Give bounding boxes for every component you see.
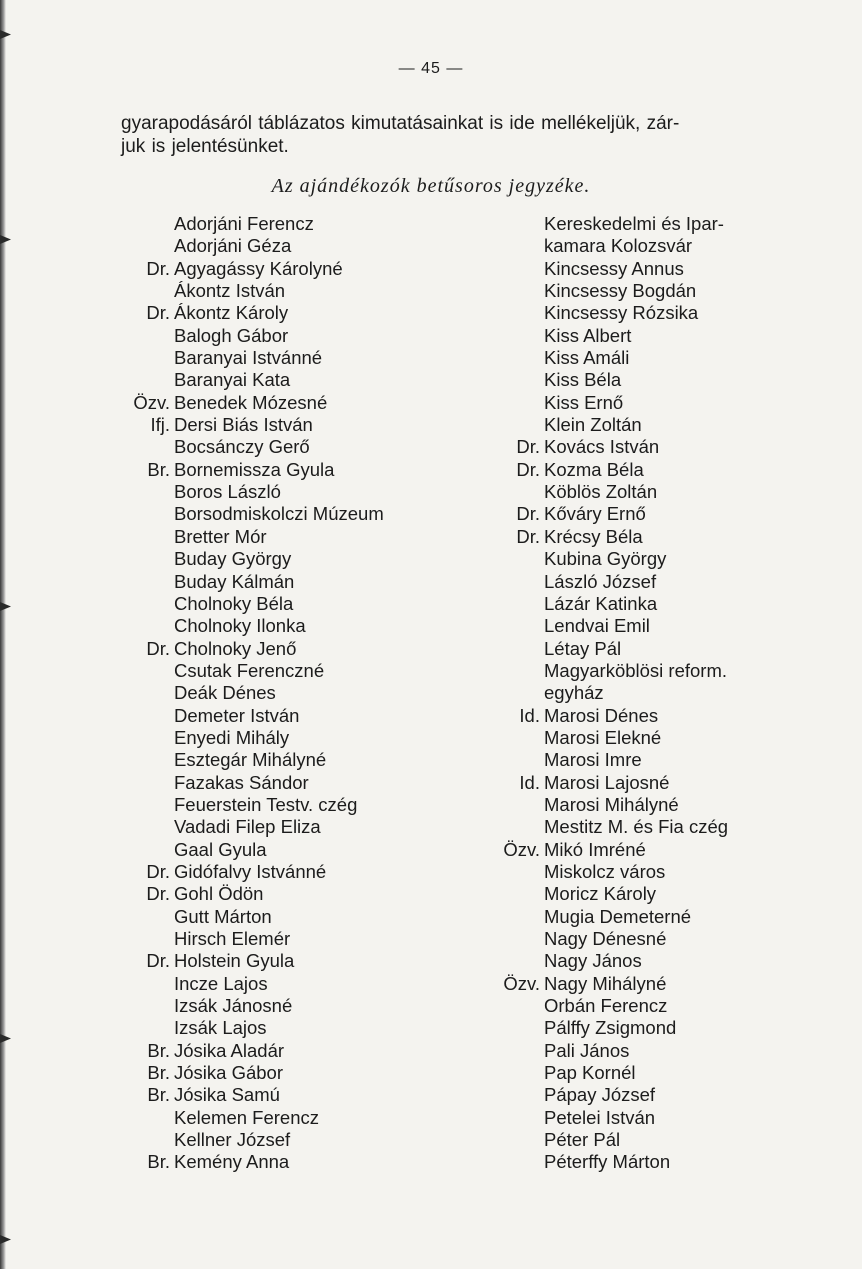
donor-name: Gutt Márton xyxy=(174,905,272,927)
donor-title-prefix xyxy=(100,593,174,615)
donor-title-prefix xyxy=(100,325,174,347)
donor-name: Cholnoky Jenő xyxy=(174,637,297,659)
donor-name: Klein Zoltán xyxy=(544,414,642,436)
donor-title-prefix: Dr. xyxy=(146,883,170,905)
intro-line-1: gyarapodásáról táblázatos kimutatásainkat is ide mellékeljük, zár- xyxy=(121,113,680,134)
donor-title-prefix xyxy=(100,503,174,525)
donor-entry xyxy=(470,638,728,660)
donor-title-prefix xyxy=(470,615,544,637)
donor-title-prefix: Özv. xyxy=(133,391,170,413)
donor-name: Marosi Elekné xyxy=(544,726,662,748)
donor-title-prefix xyxy=(100,213,174,235)
donor-name: Kozma Béla xyxy=(544,458,644,480)
donor-name: Benedek Mózesné xyxy=(174,391,328,413)
donor-name: Jósika Aladár xyxy=(174,1039,285,1061)
donor-name: Magyarköblösi reform. xyxy=(544,659,728,681)
donor-list-right xyxy=(470,213,728,1174)
donor-name: Lázár Katinka xyxy=(544,592,658,614)
donor-title-prefix: Br. xyxy=(147,1084,170,1106)
donor-name: Ákontz Károly xyxy=(174,302,289,324)
donor-title-prefix: Dr. xyxy=(516,436,540,458)
donor-entry xyxy=(100,1107,384,1129)
donor-entry xyxy=(470,772,728,794)
donor-entry xyxy=(470,1017,728,1039)
donor-entry xyxy=(470,258,728,280)
donor-entry xyxy=(100,1017,384,1039)
donor-name: Pali János xyxy=(544,1039,630,1061)
donor-title-prefix: Dr. xyxy=(146,302,170,324)
donor-name: Buday Kálmán xyxy=(174,570,295,592)
donor-title-prefix xyxy=(100,1017,174,1039)
donor-title-prefix xyxy=(100,995,174,1017)
donor-entry xyxy=(470,950,728,972)
donor-entry xyxy=(470,593,728,615)
donor-entry xyxy=(470,995,728,1017)
donor-entry xyxy=(100,481,384,503)
donor-name: Kiss Béla xyxy=(544,369,622,391)
donor-name: Esztegár Mihályné xyxy=(174,749,327,771)
donor-title-prefix xyxy=(470,392,544,414)
donor-entry xyxy=(100,883,384,905)
donor-name: Pálffy Zsigmond xyxy=(544,1017,677,1039)
donor-name: Létay Pál xyxy=(544,637,622,659)
donor-name: Izsák Jánosné xyxy=(174,995,293,1017)
donor-entry xyxy=(470,548,728,570)
donor-entry xyxy=(470,615,728,637)
donor-entry xyxy=(470,1107,728,1129)
donor-name: Cholnoky Béla xyxy=(174,592,294,614)
donor-entry xyxy=(100,615,384,637)
donor-name: egyház xyxy=(544,682,604,704)
donor-entry xyxy=(100,1084,384,1106)
donor-title-prefix xyxy=(470,593,544,615)
donor-title-prefix: Br. xyxy=(147,458,170,480)
donor-name: Kemény Anna xyxy=(174,1151,290,1173)
donor-entry xyxy=(470,839,728,861)
donor-title-prefix xyxy=(470,481,544,503)
donor-name: Marosi Lajosné xyxy=(544,771,670,793)
donor-name: Demeter István xyxy=(174,704,300,726)
donor-entry xyxy=(100,593,384,615)
donor-entry xyxy=(470,816,728,838)
donor-name: Mikó Imréné xyxy=(544,838,646,860)
donor-title-prefix xyxy=(100,235,174,257)
donor-name: Hirsch Elemér xyxy=(174,928,291,949)
donor-title-prefix: Dr. xyxy=(146,860,170,882)
donor-entry xyxy=(470,928,728,950)
donor-entry xyxy=(100,369,384,391)
donor-name: Ákontz István xyxy=(174,280,286,302)
donor-title-prefix xyxy=(100,1129,174,1151)
donor-name: Bocsánczy Gerő xyxy=(174,436,310,458)
donor-entry xyxy=(470,414,728,436)
donor-entry xyxy=(100,682,384,704)
donor-name: Pápay József xyxy=(544,1084,656,1106)
donor-title-prefix xyxy=(470,213,544,235)
donor-entry xyxy=(100,638,384,660)
donor-name: Krécsy Béla xyxy=(544,525,643,547)
donor-name: Bornemissza Gyula xyxy=(174,458,335,480)
donor-list-left xyxy=(100,213,384,1174)
donor-entry xyxy=(100,392,384,414)
donor-name: László József xyxy=(544,570,657,592)
donor-title-prefix xyxy=(100,1107,174,1129)
donor-title-prefix: Br. xyxy=(147,1151,170,1173)
donor-name: Baranyai Istvánné xyxy=(174,347,323,369)
donor-name: Mestitz M. és Fia czég xyxy=(544,816,729,838)
donor-entry xyxy=(470,436,728,458)
donor-title-prefix xyxy=(100,369,174,391)
donor-entry xyxy=(470,481,728,503)
donor-title-prefix xyxy=(100,906,174,928)
donor-entry xyxy=(100,794,384,816)
donor-name: Moricz Károly xyxy=(544,883,657,905)
donor-title-prefix xyxy=(100,928,174,950)
donor-name: Kereskedelmi és Ipar- xyxy=(544,213,724,234)
donor-title-prefix xyxy=(470,660,544,682)
donor-title-prefix: Dr. xyxy=(516,503,540,525)
donor-entry xyxy=(100,705,384,727)
donor-entry xyxy=(100,526,384,548)
list-title: Az ajándékozók betűsoros jegyzéke. xyxy=(271,175,591,197)
donor-name: Kubina György xyxy=(544,548,667,570)
donor-title-prefix xyxy=(100,548,174,570)
donor-entry xyxy=(100,414,384,436)
donor-entry xyxy=(470,861,728,883)
donor-name: Vadadi Filep Eliza xyxy=(174,816,321,838)
donor-title-prefix xyxy=(470,347,544,369)
donor-entry xyxy=(100,816,384,838)
donor-name: Nagy János xyxy=(544,950,642,972)
donor-name: Kincsessy Rózsika xyxy=(544,302,699,324)
donor-name: Kincsessy Annus xyxy=(544,257,684,279)
donor-title-prefix xyxy=(100,526,174,548)
donor-entry xyxy=(470,235,728,257)
donor-title-prefix xyxy=(470,749,544,771)
donor-entry xyxy=(100,503,384,525)
donor-name: Gaal Gyula xyxy=(174,838,267,860)
donor-entry xyxy=(470,1151,728,1173)
donor-name: Bretter Mór xyxy=(174,525,267,547)
donor-name: Balogh Gábor xyxy=(174,324,289,346)
donor-entry xyxy=(100,973,384,995)
donor-entry xyxy=(470,973,728,995)
donor-name: Lendvai Emil xyxy=(544,615,650,637)
donor-name: Jósika Gábor xyxy=(174,1062,283,1084)
donor-title-prefix xyxy=(470,235,544,257)
donor-entry xyxy=(470,1040,728,1062)
donor-name: Holstein Gyula xyxy=(174,950,295,972)
donor-title-prefix xyxy=(100,347,174,369)
donor-entry xyxy=(470,749,728,771)
donor-name: Gidófalvy Istvánné xyxy=(174,860,327,882)
donor-title-prefix xyxy=(100,727,174,749)
donor-title-prefix: Dr. xyxy=(146,257,170,279)
donor-entry xyxy=(470,1129,728,1151)
donor-title-prefix xyxy=(100,481,174,503)
donor-name: Marosi Imre xyxy=(544,749,642,771)
donor-title-prefix xyxy=(470,682,544,704)
donor-name: Orbán Ferencz xyxy=(544,995,668,1017)
donor-title-prefix xyxy=(470,638,544,660)
donor-title-prefix xyxy=(100,749,174,771)
donor-entry xyxy=(470,1084,728,1106)
donor-name: Buday György xyxy=(174,548,292,570)
donor-name: Péter Pál xyxy=(544,1129,621,1151)
donor-entry xyxy=(100,280,384,302)
donor-title-prefix: Dr. xyxy=(146,950,170,972)
donor-title-prefix xyxy=(100,816,174,838)
donor-entry xyxy=(100,459,384,481)
donor-title-prefix: Br. xyxy=(147,1062,170,1084)
donor-title-prefix xyxy=(470,325,544,347)
donor-entry xyxy=(100,727,384,749)
donor-name: Kiss Amáli xyxy=(544,347,630,369)
donor-title-prefix xyxy=(470,548,544,570)
donor-name: Gohl Ödön xyxy=(174,883,264,905)
donor-entry xyxy=(100,928,384,950)
donor-name: Petelei István xyxy=(544,1106,656,1128)
donor-entry xyxy=(100,1129,384,1151)
donor-title-prefix xyxy=(470,861,544,883)
donor-title-prefix xyxy=(470,1040,544,1062)
donor-title-prefix: Dr. xyxy=(146,637,170,659)
donor-entry xyxy=(470,503,728,525)
donor-title-prefix: Br. xyxy=(147,1039,170,1061)
donor-entry xyxy=(470,794,728,816)
donor-entry xyxy=(100,1040,384,1062)
donor-name: Cholnoky Ilonka xyxy=(174,615,306,637)
donor-name: Marosi Dénes xyxy=(544,704,659,726)
donor-title-prefix xyxy=(100,660,174,682)
donor-name: Kiss Ernő xyxy=(544,391,624,413)
donor-title-prefix: Ifj. xyxy=(150,414,170,436)
donor-name: Kelemen Ferencz xyxy=(174,1106,319,1128)
donor-entry xyxy=(470,727,728,749)
donor-entry xyxy=(470,280,728,302)
donor-name: Boros László xyxy=(174,481,281,503)
donor-name: Mugia Demeterné xyxy=(544,905,692,927)
donor-title-prefix xyxy=(470,302,544,324)
donor-title-prefix xyxy=(470,1107,544,1129)
donor-name: Enyedi Mihály xyxy=(174,726,290,748)
donor-name: Fazakas Sándor xyxy=(174,771,309,793)
donor-entry xyxy=(470,883,728,905)
donor-name: Kőváry Ernő xyxy=(544,503,646,525)
donor-name: Miskolcz város xyxy=(544,860,666,882)
donor-entry xyxy=(100,571,384,593)
donor-name: Dersi Biás István xyxy=(174,414,313,436)
donor-entry xyxy=(100,235,384,257)
donor-entry xyxy=(100,995,384,1017)
page-number: — 45 — xyxy=(398,60,464,77)
donor-title-prefix xyxy=(470,414,544,436)
donor-title-prefix: Id. xyxy=(519,704,540,726)
donor-name: Incze Lajos xyxy=(174,972,268,994)
donor-name: Adorjáni Géza xyxy=(174,235,292,257)
donor-title-prefix xyxy=(470,906,544,928)
donor-name: Kincsessy Bogdán xyxy=(544,280,697,302)
donor-name: kamara Kolozsvár xyxy=(544,235,693,257)
donor-name: Marosi Mihályné xyxy=(544,793,679,815)
donor-name: Kiss Albert xyxy=(544,324,632,346)
donor-entry xyxy=(100,302,384,324)
donor-name: Agyagássy Károlyné xyxy=(174,257,343,279)
donor-title-prefix xyxy=(470,1062,544,1084)
donor-title-prefix xyxy=(470,995,544,1017)
donor-name: Jósika Samú xyxy=(174,1084,280,1106)
donor-title-prefix xyxy=(100,973,174,995)
donor-title-prefix xyxy=(100,794,174,816)
donor-name: Borsodmiskolczi Múzeum xyxy=(174,503,384,525)
donor-name: Kellner József xyxy=(174,1129,291,1151)
donor-entry xyxy=(470,302,728,324)
donor-title-prefix xyxy=(470,280,544,302)
donor-title-prefix xyxy=(100,571,174,593)
donor-title-prefix xyxy=(470,794,544,816)
donor-entry xyxy=(470,325,728,347)
donor-entry xyxy=(100,861,384,883)
donor-entry xyxy=(100,660,384,682)
donor-title-prefix: Dr. xyxy=(516,525,540,547)
donor-entry xyxy=(470,906,728,928)
donor-name: Pap Kornél xyxy=(544,1062,636,1084)
donor-title-prefix xyxy=(470,369,544,391)
donor-entry xyxy=(100,749,384,771)
donor-name: Csutak Ferenczné xyxy=(174,659,325,681)
donor-title-prefix xyxy=(470,1084,544,1106)
donor-entry xyxy=(100,258,384,280)
donor-name: Deák Dénes xyxy=(174,682,276,704)
donor-entry xyxy=(100,325,384,347)
donor-entry xyxy=(100,950,384,972)
donor-name: Kovács István xyxy=(544,436,660,458)
donor-title-prefix xyxy=(100,705,174,727)
donor-title-prefix: Id. xyxy=(519,771,540,793)
donor-title-prefix xyxy=(470,1129,544,1151)
donor-entry xyxy=(470,1062,728,1084)
intro-line-2: juk is jelentésünket. xyxy=(121,136,289,157)
donor-name: Adorjáni Ferencz xyxy=(174,213,314,234)
donor-entry xyxy=(100,906,384,928)
donor-title-prefix: Özv. xyxy=(503,972,540,994)
donor-entry xyxy=(470,660,728,682)
donor-entry xyxy=(100,839,384,861)
donor-title-prefix: Özv. xyxy=(503,838,540,860)
donor-title-prefix xyxy=(470,1017,544,1039)
donor-name: Feuerstein Testv. czég xyxy=(174,793,358,815)
donor-name: Köblös Zoltán xyxy=(544,481,658,503)
donor-entry xyxy=(470,459,728,481)
donor-entry xyxy=(100,436,384,458)
donor-title-prefix xyxy=(470,950,544,972)
donor-entry xyxy=(470,571,728,593)
donor-title-prefix xyxy=(100,280,174,302)
donor-entry xyxy=(100,548,384,570)
donor-entry xyxy=(470,213,728,235)
donor-title-prefix xyxy=(100,615,174,637)
donor-title-prefix xyxy=(470,816,544,838)
donor-entry xyxy=(100,347,384,369)
donor-entry xyxy=(470,369,728,391)
donor-title-prefix xyxy=(470,883,544,905)
donor-entry xyxy=(470,705,728,727)
donor-entry xyxy=(470,347,728,369)
donor-title-prefix xyxy=(100,682,174,704)
donor-title-prefix xyxy=(100,772,174,794)
donor-title-prefix xyxy=(100,839,174,861)
donor-name: Nagy Dénesné xyxy=(544,928,667,949)
donor-name: Baranyai Kata xyxy=(174,369,291,391)
donor-entry xyxy=(100,1151,384,1173)
donor-name: Izsák Lajos xyxy=(174,1017,267,1039)
donor-name: Nagy Mihályné xyxy=(544,972,667,994)
donor-title-prefix xyxy=(470,727,544,749)
donor-title-prefix xyxy=(470,571,544,593)
donor-name: Péterffy Márton xyxy=(544,1151,671,1173)
donor-title-prefix xyxy=(470,1151,544,1173)
donor-title-prefix xyxy=(470,928,544,950)
donor-entry xyxy=(470,392,728,414)
donor-title-prefix xyxy=(100,436,174,458)
donor-title-prefix xyxy=(470,258,544,280)
donor-entry xyxy=(100,1062,384,1084)
donor-entry xyxy=(100,772,384,794)
donor-entry xyxy=(470,526,728,548)
donor-title-prefix: Dr. xyxy=(516,458,540,480)
donor-entry xyxy=(100,213,384,235)
donor-entry xyxy=(470,682,728,704)
